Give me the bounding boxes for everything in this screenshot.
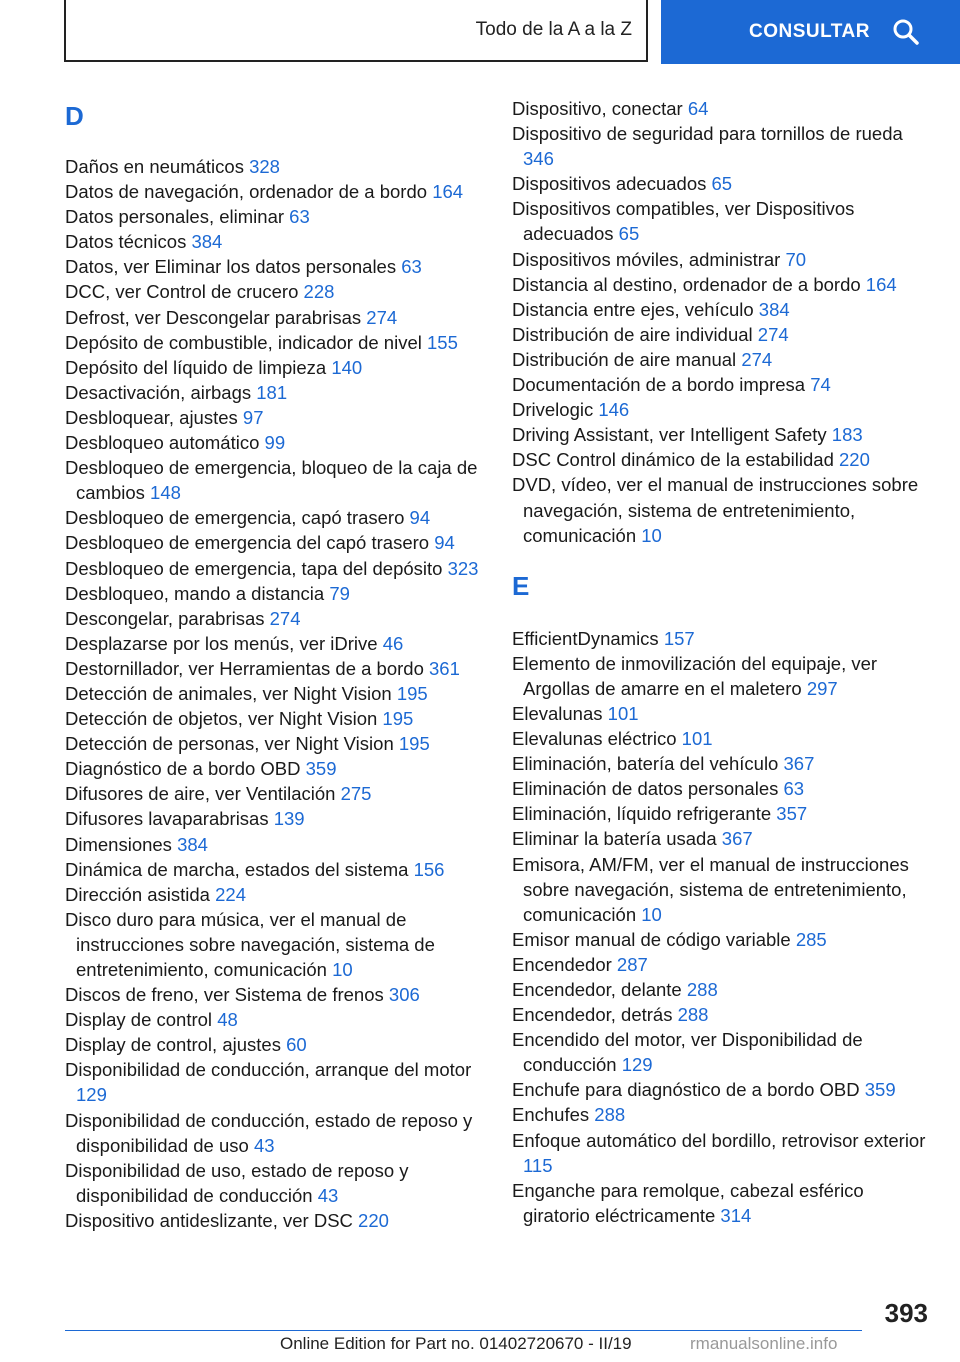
page-link[interactable]: 288	[677, 1004, 709, 1026]
entry-text: Desbloquear, ajustes	[65, 406, 238, 428]
page-link[interactable]: 70	[785, 248, 807, 270]
index-entry	[65, 982, 485, 1007]
page-link[interactable]: 140	[331, 356, 363, 378]
page-link[interactable]: 10	[332, 959, 353, 980]
index-entry	[512, 372, 932, 397]
entry-text: Eliminación, batería del vehículo	[512, 753, 779, 775]
page-link[interactable]: 97	[242, 406, 264, 428]
entry-text: Descongelar, parabrisas	[65, 607, 265, 629]
page-link[interactable]: 65	[618, 223, 640, 245]
index-entry	[65, 706, 485, 731]
page-link[interactable]: 195	[396, 682, 428, 704]
entry-text: Datos, ver Eliminar los datos personales	[65, 256, 397, 278]
entry-text: Enganche para remolque, cabezal esférico giratorio eléctricamente	[512, 1179, 864, 1226]
search-icon	[892, 18, 920, 46]
index-column-left	[65, 96, 485, 1233]
entry-text: Disco duro para música, ver el manual de instrucciones sobre navegación, sistema de entretenimiento, comunicación	[65, 908, 435, 980]
entry-text: Datos técnicos	[65, 231, 187, 253]
entry-text: Elevalunas eléctrico	[512, 728, 677, 750]
page-link[interactable]: 94	[409, 507, 431, 529]
index-entry	[512, 472, 932, 547]
index-entry	[512, 121, 932, 171]
entry-text: Dirección asistida	[65, 883, 210, 905]
entry-text: Driving Assistant, ver Intelligent Safety	[512, 424, 827, 446]
entry-text: Desplazarse por los menús, ver iDrive	[65, 632, 378, 654]
page-link[interactable]: 274	[366, 306, 398, 328]
page-link[interactable]: 224	[215, 883, 246, 905]
page-link[interactable]: 164	[432, 181, 464, 203]
entry-list-d-continued	[512, 96, 932, 548]
top-navigation	[0, 0, 960, 64]
index-entry	[512, 347, 932, 372]
page-link[interactable]: 384	[177, 833, 208, 855]
index-entry	[512, 701, 932, 726]
page-link[interactable]: 357	[776, 803, 808, 825]
entry-text: Datos de navegación, ordenador de a bordo	[65, 181, 428, 203]
page-link[interactable]: 384	[191, 231, 223, 253]
entry-text: Emisora, AM/FM, ver el manual de instrucciones sobre navegación, sistema de entretenimiento, comunicación	[512, 853, 909, 925]
entry-text: Desbloqueo de emergencia, bloqueo de la caja de cambios	[65, 457, 478, 504]
entry-text: Desbloqueo de emergencia, capó trasero	[65, 507, 405, 529]
entry-text: Desbloqueo automático	[65, 432, 260, 454]
page-link[interactable]: 306	[388, 984, 420, 1006]
entry-text: Datos personales, eliminar	[65, 206, 285, 228]
page-link[interactable]: 63	[783, 778, 805, 800]
entry-text: Dispositivo antideslizante, ver DSC	[65, 1209, 353, 1231]
entry-text: Depósito del líquido de limpieza	[65, 356, 327, 378]
page-link[interactable]: 46	[382, 632, 404, 654]
page-link[interactable]: 274	[741, 348, 773, 370]
entry-text: Depósito de combustible, indicador de nivel	[65, 331, 422, 353]
page-link[interactable]: 63	[401, 256, 422, 278]
entry-text: Drivelogic	[512, 399, 594, 421]
consult-button-label: CONSULTAR	[749, 21, 870, 42]
index-entry	[512, 977, 932, 1002]
page-link[interactable]: 287	[616, 953, 648, 975]
page-link[interactable]: 101	[607, 702, 639, 724]
index-entry	[65, 380, 485, 405]
index-entry	[512, 776, 932, 801]
entry-text: Diagnóstico de a bordo OBD	[65, 758, 301, 780]
entry-text: Display de control	[65, 1009, 213, 1031]
entry-text: Distribución de aire individual	[512, 323, 753, 345]
index-entry	[65, 154, 485, 179]
index-entry	[65, 681, 485, 706]
page-link[interactable]: 129	[76, 1084, 107, 1106]
index-entry	[512, 801, 932, 826]
edition-info: Online Edition for Part no. 01402720670 - II/19	[280, 1334, 632, 1353]
page-link[interactable]: 94	[434, 532, 455, 554]
index-entry	[512, 1102, 932, 1127]
index-entry	[65, 254, 485, 279]
page-link[interactable]: 367	[783, 753, 815, 775]
index-entry	[512, 826, 932, 851]
page-link[interactable]: 181	[256, 381, 288, 403]
page-link[interactable]: 101	[681, 728, 713, 750]
index-entry	[65, 731, 485, 756]
page-link[interactable]: 43	[317, 1184, 339, 1206]
page-link[interactable]: 328	[249, 156, 280, 177]
footer-divider	[65, 1330, 862, 1331]
index-entry	[512, 651, 932, 701]
entry-text: Encendedor, delante	[512, 979, 682, 1000]
index-entry	[512, 272, 932, 297]
index-entry	[65, 229, 485, 254]
entry-text: Dispositivos compatibles, ver Dispositivos adecuados	[512, 198, 855, 245]
entry-text: Eliminar la batería usada	[512, 828, 717, 850]
index-entry	[512, 196, 932, 246]
page-link[interactable]: 285	[795, 928, 827, 950]
index-entry	[512, 952, 932, 977]
entry-text: Elemento de inmovilización del equipaje, ver Argollas de amarre en el maletero	[512, 652, 878, 699]
entry-text: Enchufes	[512, 1104, 590, 1126]
index-entry	[65, 204, 485, 229]
index-entry	[512, 1128, 932, 1178]
index-entry	[65, 505, 485, 530]
index-entry	[65, 1208, 485, 1233]
entry-text: Emisor manual de código variable	[512, 928, 791, 950]
index-entry	[512, 626, 932, 651]
page-link[interactable]: 155	[427, 331, 458, 353]
page-number: 393	[884, 1298, 928, 1328]
entry-text: Dispositivo, conectar	[512, 98, 683, 119]
page-link[interactable]: 74	[810, 374, 831, 396]
entry-text: Distancia al destino, ordenador de a bordo	[512, 273, 861, 295]
entry-text: Desactivación, airbags	[65, 381, 252, 403]
entry-text: Disponibilidad de conducción, estado de reposo y disponibilidad de uso	[65, 1109, 473, 1156]
index-entry	[65, 1057, 485, 1107]
index-entry	[65, 455, 485, 505]
entry-text: Destornillador, ver Herramientas de a bordo	[65, 657, 424, 679]
index-entry	[65, 756, 485, 781]
entry-text: Detección de animales, ver Night Vision	[65, 682, 392, 704]
index-entry	[65, 857, 485, 882]
index-column-right	[512, 96, 932, 1228]
index-entry	[65, 1007, 485, 1032]
entry-text: Dispositivos móviles, administrar	[512, 248, 781, 270]
page-link[interactable]: 60	[286, 1034, 307, 1056]
entry-text: DCC, ver Control de crucero	[65, 281, 299, 303]
index-entry	[65, 1032, 485, 1057]
index-entry	[512, 1027, 932, 1077]
page-link[interactable]: 367	[721, 828, 753, 850]
page-link[interactable]: 195	[398, 733, 430, 755]
index-entry	[65, 656, 485, 681]
entry-text: Difusores de aire, ver Ventilación	[65, 783, 336, 805]
tab-a-to-z[interactable]	[64, 0, 648, 62]
index-entry	[65, 179, 485, 204]
index-entry	[65, 405, 485, 430]
page-link[interactable]: 157	[663, 627, 695, 649]
entry-list-e	[512, 626, 932, 1228]
index-entry	[65, 631, 485, 656]
index-entry	[65, 907, 485, 982]
page-link[interactable]: 63	[289, 206, 310, 228]
entry-text: Dispositivos adecuados	[512, 173, 707, 195]
index-entry	[512, 297, 932, 322]
tab-a-to-z-label: Todo de la A a la Z	[475, 19, 632, 40]
index-entry	[512, 1002, 932, 1027]
entry-text: Defrost, ver Descongelar parabrisas	[65, 306, 362, 328]
page-link[interactable]: 288	[594, 1104, 626, 1126]
index-entry	[512, 96, 932, 121]
page-link[interactable]: 79	[329, 582, 350, 604]
page-link[interactable]: 359	[305, 758, 337, 780]
index-entry	[512, 927, 932, 952]
entry-text: Daños en neumáticos	[65, 156, 244, 177]
index-entry	[512, 171, 932, 196]
index-entry	[65, 806, 485, 831]
entry-text: Distribución de aire manual	[512, 348, 737, 370]
section-letter-d: D	[65, 101, 84, 131]
entry-text: Eliminación de datos personales	[512, 778, 779, 800]
entry-text: Enchufe para diagnóstico de a bordo OBD	[512, 1079, 860, 1101]
entry-text: Encendedor	[512, 953, 612, 975]
index-entry	[65, 781, 485, 806]
section-letter-e: E	[512, 570, 530, 601]
page-link[interactable]: 220	[839, 449, 870, 471]
index-entry	[65, 1158, 485, 1208]
page-link[interactable]: 10	[641, 524, 662, 546]
page-link[interactable]: 139	[273, 808, 305, 830]
page-link[interactable]: 183	[831, 424, 863, 446]
page-link[interactable]: 274	[269, 607, 301, 629]
entry-text: Detección de personas, ver Night Vision	[65, 733, 394, 755]
entry-text: Detección de objetos, ver Night Vision	[65, 708, 378, 730]
index-entry	[65, 305, 485, 330]
entry-text: Disponibilidad de conducción, arranque del motor	[65, 1059, 472, 1081]
entry-text: Difusores lavaparabrisas	[65, 808, 269, 830]
index-entry	[65, 355, 485, 380]
entry-text: Encendedor, detrás	[512, 1004, 673, 1026]
page-link[interactable]: 314	[720, 1204, 752, 1226]
index-entry	[65, 279, 485, 304]
index-entry	[65, 832, 485, 857]
index-entry	[512, 322, 932, 347]
page-link[interactable]: 115	[523, 1154, 553, 1176]
entry-text: Disponibilidad de uso, estado de reposo y disponibilidad de conducción	[65, 1159, 409, 1206]
index-entry	[65, 882, 485, 907]
entry-text: Dimensiones	[65, 833, 172, 855]
page-link[interactable]: 156	[413, 858, 445, 880]
index-entry	[65, 330, 485, 355]
index-entry	[512, 1178, 932, 1228]
index-entry	[512, 726, 932, 751]
entry-text: Display de control, ajustes	[65, 1034, 281, 1056]
page-link[interactable]: 323	[447, 557, 479, 579]
entry-list-d	[65, 154, 485, 1233]
entry-text: DSC Control dinámico de la estabilidad	[512, 449, 834, 471]
entry-text: Dispositivo de seguridad para tornillos de rueda	[512, 123, 903, 145]
index-entry	[65, 430, 485, 455]
entry-text: Encendido del motor, ver Disponibilidad de conducción	[512, 1029, 863, 1076]
entry-text: EfficientDynamics	[512, 627, 659, 649]
entry-text: Eliminación, líquido refrigerante	[512, 803, 772, 825]
index-entry	[512, 751, 932, 776]
entry-text: Distancia entre ejes, vehículo	[512, 298, 754, 320]
index-entry	[512, 1077, 932, 1102]
page-link[interactable]: 43	[253, 1134, 275, 1156]
index-entry	[65, 556, 485, 581]
index-entry	[65, 581, 485, 606]
page-link[interactable]: 220	[358, 1209, 389, 1231]
entry-text: Discos de freno, ver Sistema de frenos	[65, 984, 384, 1006]
watermark: rmanualsonline.info	[690, 1334, 838, 1353]
page-link[interactable]: 129	[621, 1054, 653, 1076]
page-link[interactable]: 65	[711, 173, 733, 195]
page-link[interactable]: 361	[429, 657, 460, 679]
index-entry	[65, 1108, 485, 1158]
page-link[interactable]: 274	[757, 323, 789, 345]
index-entry	[512, 852, 932, 927]
page-link[interactable]: 164	[865, 273, 897, 295]
page-link[interactable]: 148	[150, 482, 181, 504]
page-link[interactable]: 64	[687, 98, 709, 119]
index-entry	[512, 447, 932, 472]
page-link[interactable]: 275	[340, 783, 372, 805]
page-link[interactable]: 359	[864, 1079, 896, 1101]
entry-text: Documentación de a bordo impresa	[512, 374, 806, 396]
index-entry	[512, 397, 932, 422]
page-link[interactable]: 48	[217, 1009, 238, 1031]
page-link[interactable]: 228	[303, 281, 335, 303]
index-entry	[512, 422, 932, 447]
index-entry	[512, 247, 932, 272]
entry-text: Enfoque automático del bordillo, retrovisor exterior	[512, 1129, 926, 1151]
page-link[interactable]: 288	[686, 979, 718, 1000]
page-link[interactable]: 10	[641, 903, 662, 925]
entry-text: Desbloqueo de emergencia, tapa del depósito	[65, 557, 443, 579]
consult-button[interactable]	[661, 0, 960, 64]
page-link[interactable]: 297	[806, 677, 838, 699]
index-entry	[65, 606, 485, 631]
entry-text: DVD, vídeo, ver el manual de instrucciones sobre navegación, sistema de entretenimiento, comunicación	[512, 474, 919, 546]
page-link[interactable]: 146	[598, 399, 630, 421]
page-link[interactable]: 346	[523, 148, 554, 170]
entry-text: Elevalunas	[512, 702, 603, 724]
page-link[interactable]: 384	[758, 298, 790, 320]
entry-text: Desbloqueo, mando a distancia	[65, 582, 325, 604]
page-link[interactable]: 195	[382, 708, 414, 730]
entry-text: Desbloqueo de emergencia del capó trasero	[65, 532, 430, 554]
entry-text: Dinámica de marcha, estados del sistema	[65, 858, 409, 880]
index-entry	[65, 530, 485, 555]
page-link[interactable]: 99	[264, 432, 286, 454]
